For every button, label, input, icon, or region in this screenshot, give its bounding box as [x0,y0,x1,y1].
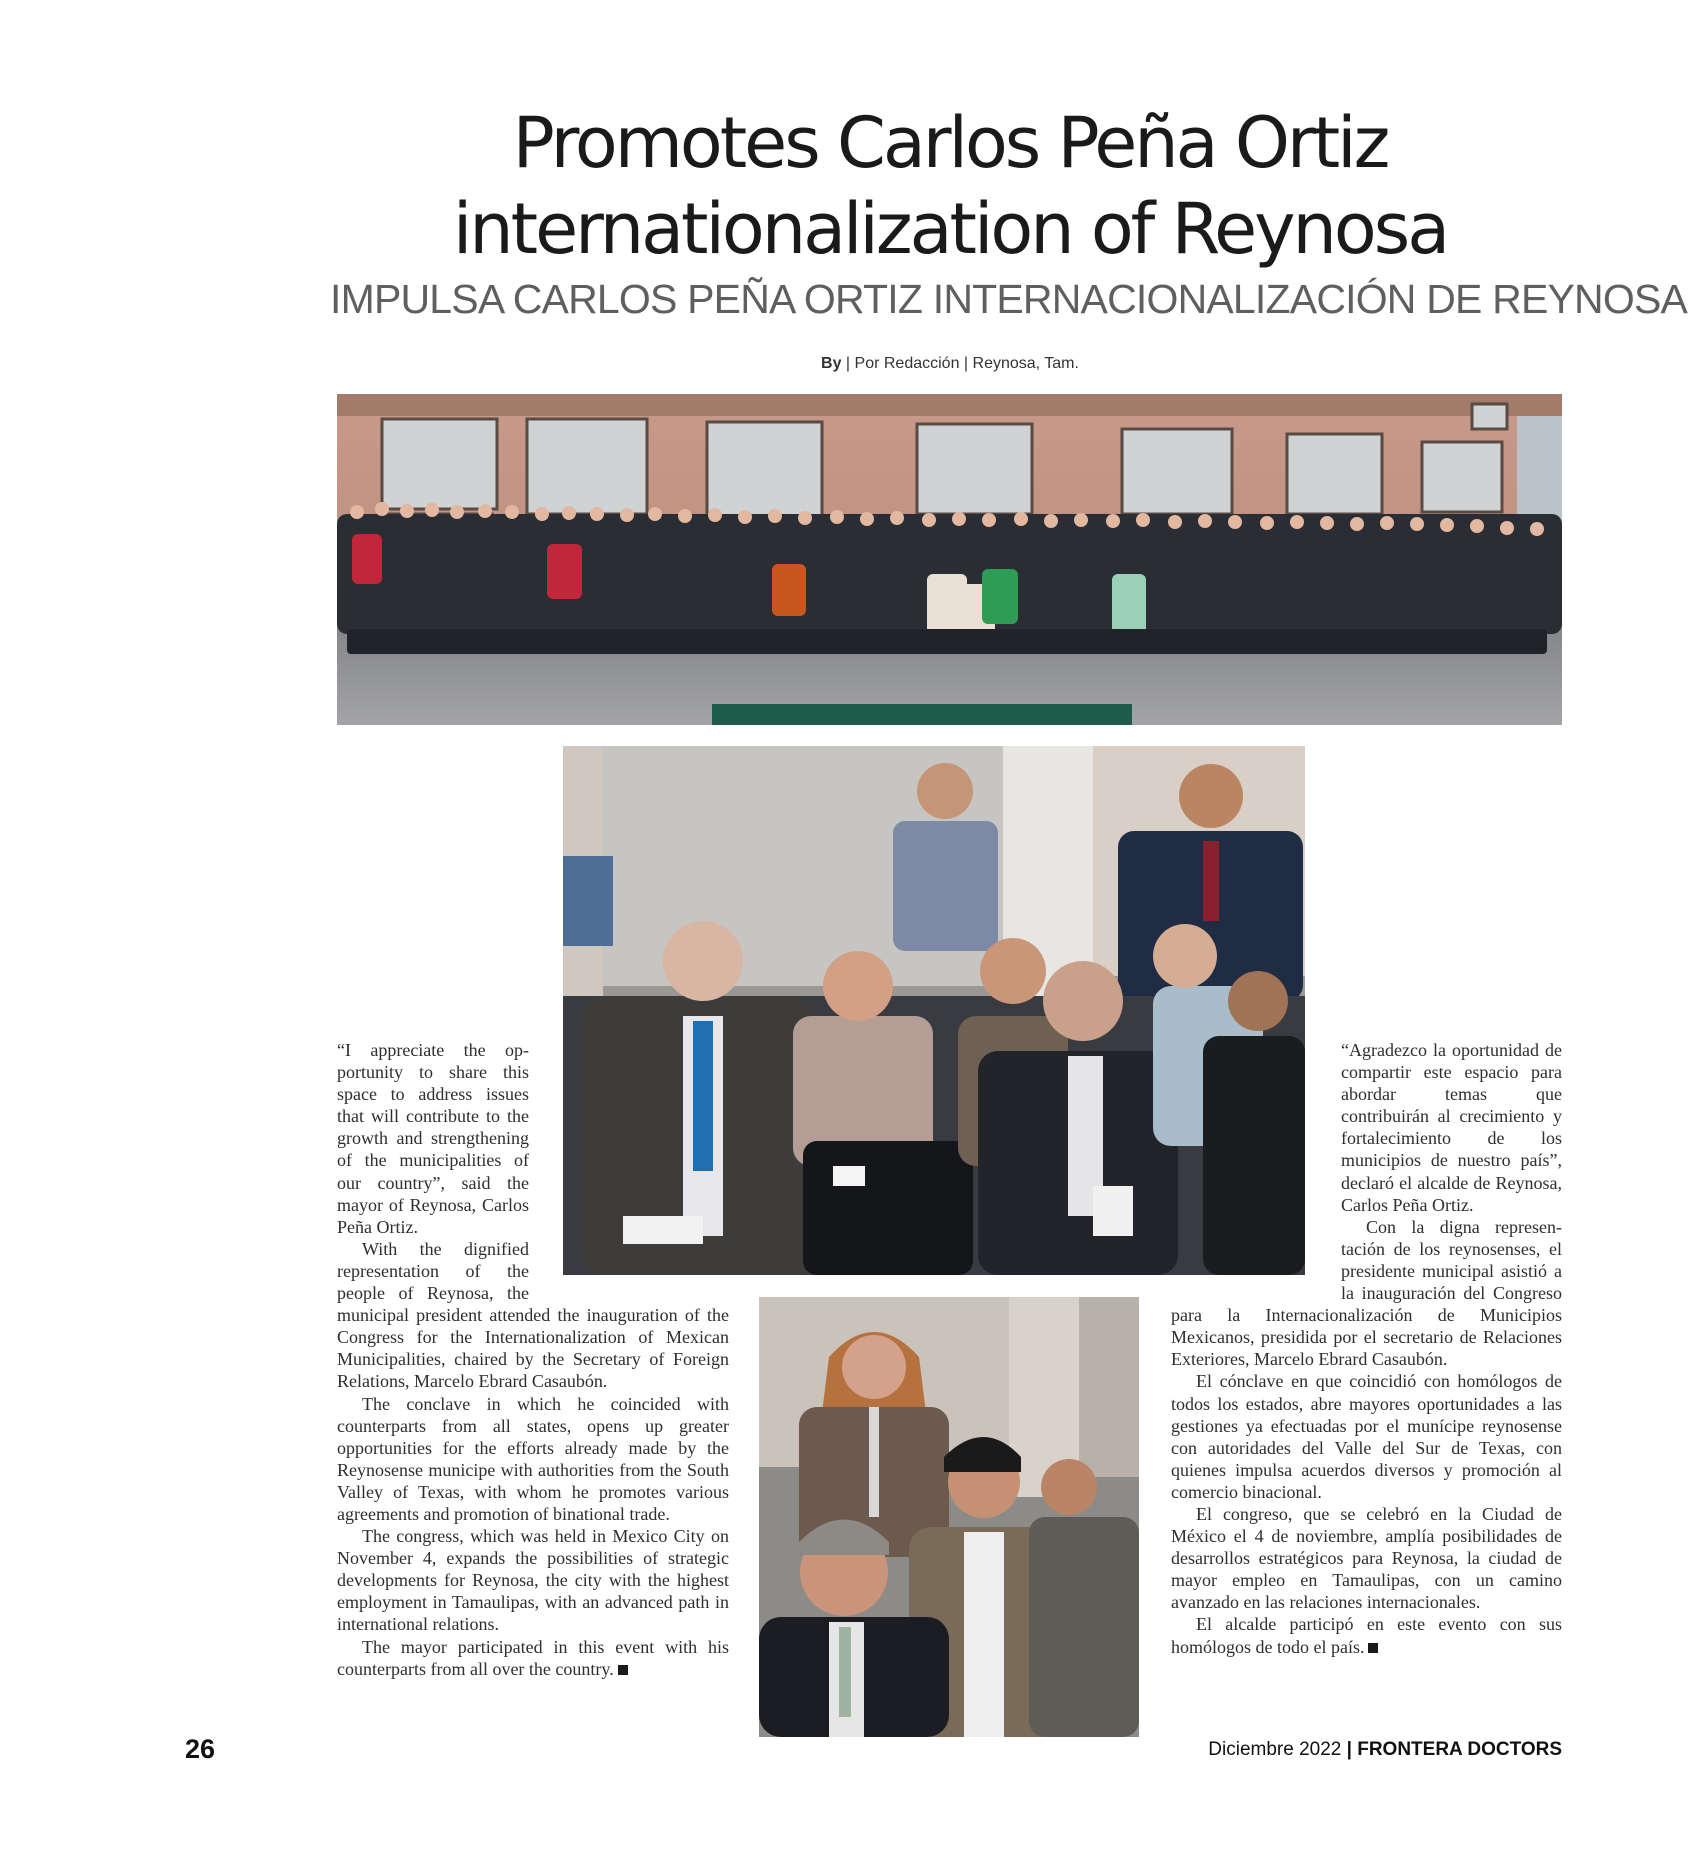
end-of-article-mark [1368,1643,1378,1653]
seated-attendees-photo-graphic [759,1297,1139,1737]
english-paragraph-2: With the dignified representation of the people of Reynosa, the municipal president attended the inauguration of the Congress for the Internationalization of Mexican Municipalities, chaired by the Secretary of Foreign Relations, Marcelo Ebrard Casaubón. [337,1238,729,1392]
english-paragraph-4: The congress, which was held in Mexico City on November 4, expands the possibilities of strategic developments for Reynosa, the city with the highest employment in Tamaulipas, with an advanced path in international relations. [337,1526,729,1635]
headline [330,100,1570,272]
english-paragraph-3: The conclave in which he coincided with counterparts from all states, opens up greater opportunities for the efforts already made by the Reynosense municipe with authorities from the South Valley of Texas, with whom he promotes various agreements and promotion of binational trade. [337,1393,729,1524]
english-paragraph-5-wrap [337,1636,729,1680]
subheadline: IMPULSA CARLOS PEÑA ORTIZ INTERNACIONALIZACIÓN DE REYNOSA [330,276,1688,322]
spanish-paragraph-5-wrap [1171,1613,1562,1657]
byline [330,355,1570,373]
spanish-paragraph-5: El alcalde participó en este evento con sus homólogos de todo el país. [1171,1614,1562,1657]
english-paragraph-5: The mayor participated in this event with his counterparts from all over the country. [337,1636,729,1679]
english-paragraph-1: “I appreciate the opportunity to share this space to address issues that will contribute to the growth and strengthening of the municipalities of our country”, said the mayor of Reynosa, Carlos Peña Ortiz. [337,1040,529,1237]
byline-text: | Por Redacción | Reynosa, Tam. [841,355,1079,372]
publication-name: | FRONTERA DOCTORS [1346,1739,1562,1760]
group-photo-graphic [337,394,1562,725]
group-photo [337,394,1562,725]
seated-attendees-photo [759,1297,1139,1737]
article-body-spanish [1171,1039,1562,1658]
publication-footer [1208,1739,1562,1761]
photo-wrap-spacer [529,1039,729,1303]
headline-line-1: Promotes Carlos Peña Ortiz [512,102,1388,184]
spanish-paragraph-3: El cónclave en que coincidió con homólogos de todos los estados, abre mayores oportunidades a las gestiones ya efectuadas por el munícipe reynosense con autoridades del Valle del Sur de Texas, con quienes impulsa acuerdos diversos y promoción al comercio binacional. [1171,1371,1562,1502]
spanish-paragraph-4: El congreso, que se celebró en la Ciudad de México el 4 de noviembre, amplía posibilidades de desarrollos estratégicos para Reynosa, la ciudad de mayor empleo en Tamaulipas, con un camino avanzado en las relaciones internacionales. [1171,1503,1562,1613]
spanish-paragraph-2: Con la digna representación de los reynosenses, el presidente municipal asistió a la inauguración del Congreso para la Internacionalización de Municipios Mexicanos, presidida por el secretario de Relaciones Exteriores, Marcelo Ebrard Casaubón. [1171,1216,1562,1370]
photo-wrap-spacer [1171,1039,1341,1303]
headline-line-2: internationalization of Reynosa [452,188,1448,270]
page-number: 26 [185,1734,216,1764]
byline-label: By [821,355,842,372]
article-body-english [337,1039,729,1680]
end-of-article-mark [618,1665,628,1675]
issue-date: Diciembre 2022 [1208,1739,1347,1760]
spanish-paragraph-1: “Agradezco la oportunidad de compartir este espacio para abordar temas que contribuirán al crecimiento y fortalecimiento de los municipios de nuestro país”, declaró el alcalde de Reynosa, Carlos Peña Ortiz. [1341,1040,1562,1215]
